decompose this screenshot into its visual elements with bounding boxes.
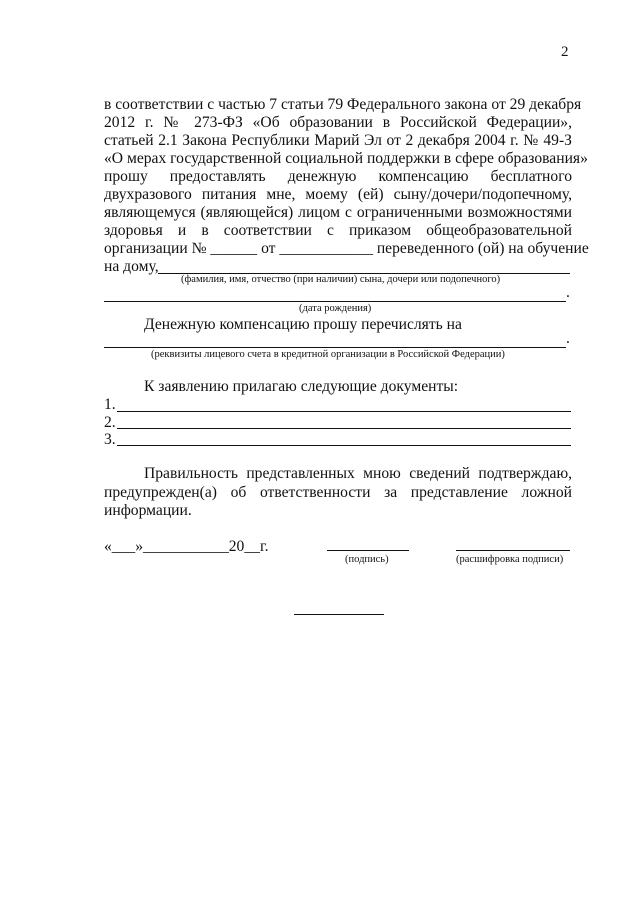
confirm-line: Правильность представленных мною сведений подтверждаю,	[144, 465, 572, 482]
attachment-number: 2.	[104, 414, 116, 431]
caption-birth-date: (дата рождения)	[299, 303, 372, 314]
attachment-field-line[interactable]	[117, 445, 571, 446]
paragraph-line: организации № ______ от ____________ переведенного (ой) на обучение	[104, 240, 589, 257]
confirm-line: информации.	[104, 502, 192, 519]
paragraph-line: прошу предоставлять денежную компенсацию бесплатного	[104, 168, 572, 185]
page-number: 2	[561, 44, 569, 60]
attachment-field-line[interactable]	[117, 428, 571, 429]
caption-signature: (подпись)	[345, 554, 389, 565]
signature-decoding-field-line[interactable]	[456, 550, 570, 551]
signature-field-line[interactable]	[327, 550, 409, 551]
date-line: «___»___________20__г.	[104, 538, 269, 555]
caption-fio: (фамилия, имя, отчество (при наличии) сына, дочери или подопечного)	[181, 274, 501, 285]
birth-date-field-line[interactable]	[104, 301, 566, 302]
period: .	[566, 284, 570, 301]
attachment-number: 1.	[104, 396, 116, 413]
paragraph-line: здоровья и в соответствии с приказом общеобразовательной	[104, 222, 572, 239]
account-field-line[interactable]	[104, 347, 566, 348]
confirm-line: предупрежден(а) об ответственности за представление ложной	[104, 484, 572, 501]
period: .	[566, 330, 570, 347]
home-prefix: на дому,	[104, 258, 159, 275]
compensation-text: Денежную компенсацию прошу перечислять на	[144, 316, 462, 333]
attachment-number: 3.	[104, 431, 116, 448]
caption-account: (реквизиты лицевого счета в кредитной организации в Российской Федерации)	[151, 349, 505, 360]
paragraph-line: двухразового питания мне, моему (ей) сыну/дочери/подопечному,	[104, 186, 572, 203]
attachments-text: К заявлению прилагаю следующие документы:	[144, 378, 459, 395]
closing-separator	[294, 614, 384, 615]
caption-signature-decoding: (расшифровка подписи)	[456, 554, 564, 565]
paragraph-line: 2012 г. № 273-ФЗ «Об образовании в Российской Федерации»,	[104, 114, 572, 131]
paragraph-line: статьей 2.1 Закона Республики Марий Эл от 2 декабря 2004 г. № 49-З	[104, 132, 572, 149]
attachment-field-line[interactable]	[117, 411, 571, 412]
paragraph-line: являющемуся (являющейся) лицом с ограниченными возможностями	[104, 204, 572, 221]
paragraph-line: в соответствии с частью 7 статьи 79 Федерального закона от 29 декабря	[104, 96, 582, 113]
paragraph-line: «О мерах государственной социальной поддержки в сфере образования»	[104, 150, 588, 167]
